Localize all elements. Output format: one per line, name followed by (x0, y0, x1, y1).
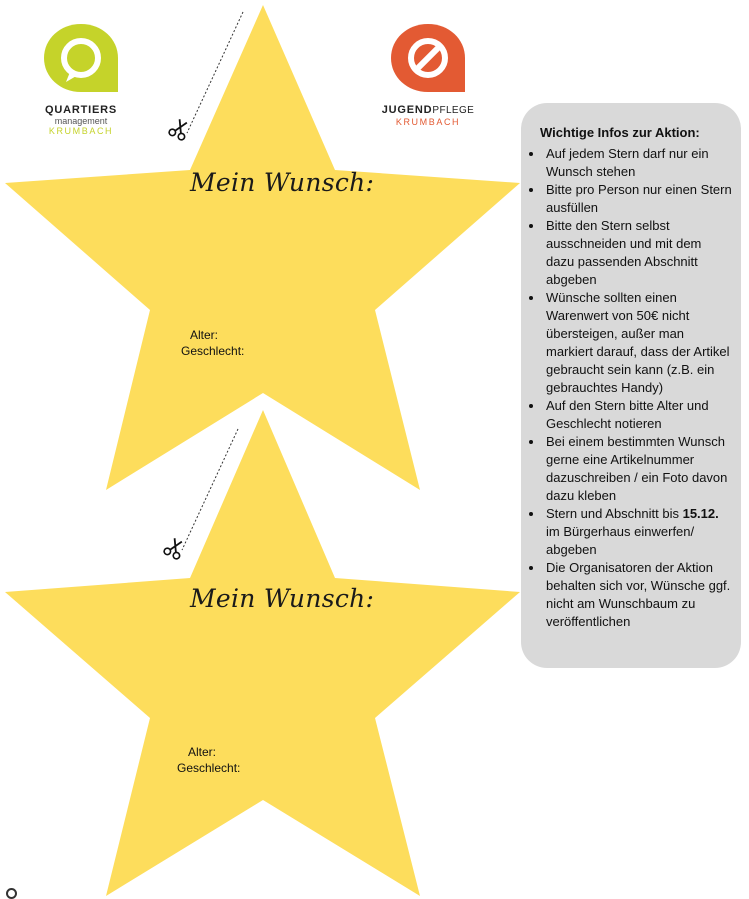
scissors-icon (168, 117, 191, 140)
star-cutout-2 (0, 400, 525, 896)
deadline-date: 15.12. (682, 506, 719, 521)
cut-line-2 (160, 425, 250, 570)
quartiersmanagement-logo (36, 20, 126, 137)
info-list (529, 145, 733, 631)
info-item: • Bitte pro Person nur einen Stern ausfüllen (544, 181, 733, 217)
info-item: • Bei einem bestimmten Wunsch gerne eine Artikelnummer dazuschreiben / ein Foto davon dazu kleben (544, 433, 733, 505)
star-2-gender-label: Geschlecht: (177, 761, 241, 775)
speech-bubble-icon (39, 20, 123, 98)
star-1-heading: Mein Wunsch: (190, 168, 375, 197)
info-item: • Bitte den Stern selbst ausschneiden und mit dem dazu passenden Abschnitt abgeben (544, 217, 733, 289)
info-item: • Wünsche sollten einen Warenwert von 50€ nicht übersteigen, außer man markiert darauf, dass der Artikel gebraucht sein kann (z.B. ein gebrauchtes Handy) (544, 289, 733, 397)
info-box (521, 103, 741, 668)
ring-mark (6, 888, 17, 899)
quartiers-logo-line1: QUARTIERS (45, 104, 117, 116)
jugendpflege-logo-line3: KRUMBACH (395, 117, 461, 127)
info-item-deadline (544, 505, 733, 559)
jugendpflege-bold: JUGEND (381, 104, 433, 116)
star-1-age-label: Alter: (190, 328, 219, 342)
scissors-icon (163, 536, 186, 559)
jugendpflege-logo-line1 (378, 104, 478, 117)
star-2-heading: Mein Wunsch: (190, 584, 375, 613)
info-item: • Auf den Stern bitte Alter und Geschlecht notieren (544, 397, 733, 433)
info-title: Wichtige Infos zur Aktion: (540, 125, 700, 140)
deadline-text-after: im Bürgerhaus einwerfen/ abgeben (546, 524, 695, 557)
jugendpflege-light: PFLEGE (432, 105, 475, 116)
speech-bubble-icon (386, 20, 470, 98)
star-shape-2 (5, 410, 520, 896)
star-1-gender-label: Geschlecht: (181, 344, 245, 358)
info-item: • Die Organisatoren der Aktion behalten sich vor, Wünsche ggf. nicht am Wunschbaum zu veröffentlichen (544, 559, 733, 631)
star-2-age-label: Alter: (188, 745, 217, 759)
info-item: • Auf jedem Stern darf nur ein Wunsch stehen (544, 145, 733, 181)
quartiers-logo-line2: management (54, 116, 108, 126)
quartiers-logo-line3: KRUMBACH (48, 126, 114, 136)
cut-line-1 (165, 8, 255, 153)
deadline-text-before: Stern und Abschnitt bis (546, 506, 683, 521)
jugendpflege-logo (378, 20, 478, 128)
